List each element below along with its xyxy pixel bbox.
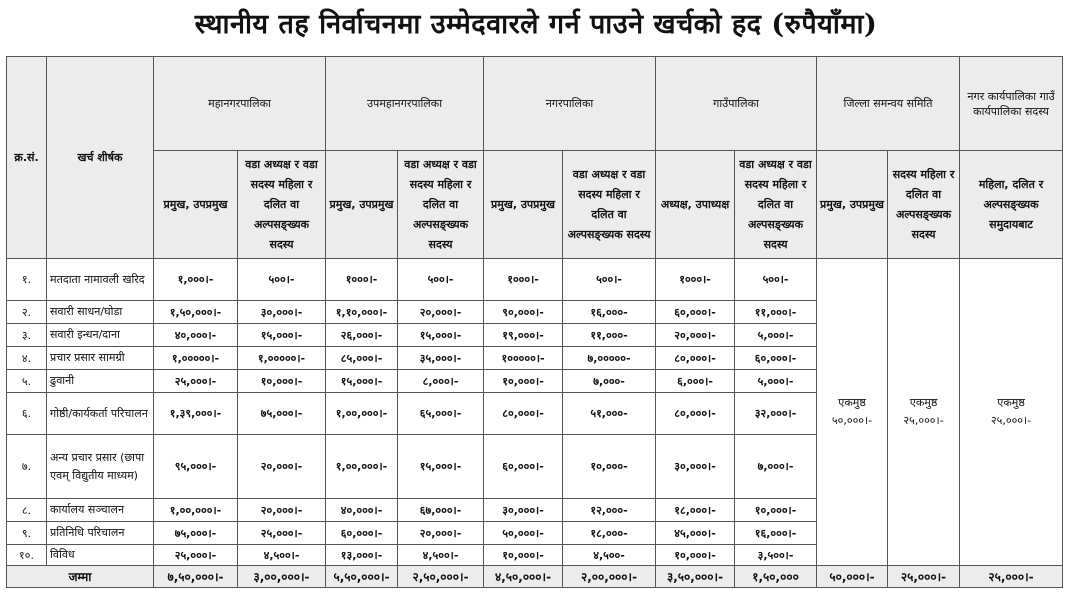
total-value: १,५०,००० (735, 566, 817, 588)
cell-value: २०,०००।- (656, 324, 735, 347)
row-sn: १०. (7, 545, 47, 566)
cell-value: १०,०००।- (238, 370, 326, 393)
lump-value: ५०,०००।- (831, 414, 873, 427)
cell-value: १०००।- (326, 259, 398, 301)
cell-value: २५,०००।- (154, 545, 238, 566)
total-value: ५,५०,०००।- (326, 566, 398, 588)
header-sub-1: प्रमुख, उपप्रमुख (154, 151, 238, 259)
cell-value: ५००।- (563, 259, 656, 301)
lump-label: एकमुष्ठ (909, 396, 938, 409)
cell-value: १,५०,०००।- (154, 301, 238, 324)
row-item: ढुवानी (47, 370, 154, 393)
cell-value: १,००,०००।- (154, 499, 238, 522)
cell-value: ५,०००।- (735, 370, 817, 393)
cell-value: ४,५००।- (398, 545, 484, 566)
cell-value: २५,०००।- (154, 370, 238, 393)
cell-value: १०,०००।- (656, 545, 735, 566)
total-value: ३,५०,०००।- (656, 566, 735, 588)
cell-value: ४०,०००।- (154, 324, 238, 347)
cell-value: १०,०००।- (484, 545, 563, 566)
cell-value: ५१,०००- (563, 393, 656, 435)
row-sn: ५. (7, 370, 47, 393)
row-item: मतदाता नामावली खरिद (47, 259, 154, 301)
lump-label: एकमुष्ठ (838, 396, 866, 409)
table-row (7, 259, 1063, 301)
header-district-coordination: जिल्ला समन्वय समिति (817, 57, 960, 151)
cell-value: १६,०००।- (735, 522, 817, 545)
cell-value: ७,०००- (563, 370, 656, 393)
row-sn: २. (7, 301, 47, 324)
header-sn: क्र.सं. (7, 57, 47, 259)
cell-value: ६०,०००।- (484, 435, 563, 499)
page-title: स्थानीय तह निर्वाचनमा उम्मेदवारले गर्न पाउने खर्चको हद (रुपैयाँमा) (194, 9, 878, 40)
total-row (7, 566, 1063, 588)
total-value: २५,०००।- (960, 566, 1063, 588)
cell-value: १०,०००।- (735, 499, 817, 522)
cell-value: ७,०००००- (563, 347, 656, 370)
cell-value: ६७,०००।- (398, 499, 484, 522)
header-sub-4: वडा अध्यक्ष र वडा सदस्य महिला र दलित वा अल्पसङ्ख्यक सदस्य (398, 151, 484, 259)
cell-value: ५००।- (238, 259, 326, 301)
row-item: गोष्ठी/कार्यकर्ता परिचालन (47, 393, 154, 435)
row-item: सवारी साधन/घोडा (47, 301, 154, 324)
total-label: जम्मा (7, 566, 154, 588)
cell-value: ११,०००- (563, 324, 656, 347)
cell-value: २६,०००।- (326, 324, 398, 347)
row-item: विविध (47, 545, 154, 566)
cell-value: १६,०००- (563, 301, 656, 324)
cell-value: १,०००।- (154, 259, 238, 301)
cell-value: ५००।- (398, 259, 484, 301)
cell-value: ५००।- (735, 259, 817, 301)
row-sn: ८. (7, 499, 47, 522)
header-sub-6: वडा अध्यक्ष र वडा सदस्य महिला र दलित वा अल्पसङ्ख्यक सदस्य (563, 151, 656, 259)
cell-value: १३,०००।- (326, 545, 398, 566)
cell-value: ५०,०००।- (484, 522, 563, 545)
header-rural-municipality: गाउँपालिका (656, 57, 817, 151)
cell-value: ९५,०००।- (154, 435, 238, 499)
cell-value: ११,०००।- (735, 301, 817, 324)
lump-executive-member (960, 259, 1063, 566)
cell-value: १५,०००।- (238, 324, 326, 347)
cell-value: ७५,०००।- (238, 393, 326, 435)
header-sub-10: सदस्य महिला र दलित वा अल्पसङ्ख्यक सदस्य (888, 151, 960, 259)
lump-value: २५,०००।- (903, 414, 944, 427)
lump-label: एकमुष्ठ (997, 396, 1025, 409)
header-row-sub (7, 151, 1063, 259)
cell-value: १५,०००।- (326, 370, 398, 393)
row-sn: ६. (7, 393, 47, 435)
cell-value: २०,०००।- (238, 435, 326, 499)
cell-value: ९०,०००।- (484, 301, 563, 324)
header-municipality: नगरपालिका (484, 57, 656, 151)
cell-value: ६,०००।- (656, 370, 735, 393)
total-value: ५०,०००।- (817, 566, 888, 588)
cell-value: १०००।- (656, 259, 735, 301)
cell-value: २०,०००।- (238, 499, 326, 522)
row-item: सवारी इन्धन/दाना (47, 324, 154, 347)
cell-value: ८०,०००।- (656, 393, 735, 435)
cell-value: ८०,०००।- (484, 393, 563, 435)
cell-value: ३२,०००।- (735, 393, 817, 435)
row-item: प्रतिनिधि परिचालन (47, 522, 154, 545)
header-sub-metropolitan: उपमहानगरपालिका (326, 57, 484, 151)
cell-value: ६०,०००।- (656, 301, 735, 324)
cell-value: ४,५००।- (238, 545, 326, 566)
header-sub-9: प्रमुख, उपप्रमुख (817, 151, 888, 259)
cell-value: ८,०००।- (398, 370, 484, 393)
header-sub-7: अध्यक्ष, उपाध्यक्ष (656, 151, 735, 259)
total-value: २५,०००।- (888, 566, 960, 588)
cell-value: ६०,०००।- (326, 522, 398, 545)
header-metropolitan: महानगरपालिका (154, 57, 326, 151)
lump-district (817, 259, 888, 566)
header-sub-2: वडा अध्यक्ष र वडा सदस्य महिला र दलित वा अल्पसङ्ख्यक सदस्य (238, 151, 326, 259)
cell-value: २०,०००।- (398, 522, 484, 545)
row-item: अन्य प्रचार प्रसार (छापा एवम् विद्युतीय माध्यम) (47, 435, 154, 499)
total-value: ४,५०,०००।- (484, 566, 563, 588)
cell-value: १९,०००।- (484, 324, 563, 347)
cell-value: ६५,०००।- (398, 393, 484, 435)
cell-value: १,०००००।- (154, 347, 238, 370)
cell-value: ३०,०००।- (484, 499, 563, 522)
header-executive-member: नगर कार्यपालिका गाउँ कार्यपालिका सदस्य (960, 57, 1063, 151)
cell-value: २५,०००।- (238, 522, 326, 545)
total-value: २,००,०००।- (563, 566, 656, 588)
cell-value: ६०,०००।- (735, 347, 817, 370)
header-expense-head: खर्च शीर्षक (47, 57, 154, 259)
cell-value: १०००००।- (484, 347, 563, 370)
cell-value: ३,५००।- (735, 545, 817, 566)
total-value: ७,५०,०००।- (154, 566, 238, 588)
cell-value: ४०,०००।- (326, 499, 398, 522)
row-sn: ९. (7, 522, 47, 545)
cell-value: ७,०००।- (735, 435, 817, 499)
lump-district-member (888, 259, 960, 566)
cell-value: २०,०००।- (398, 301, 484, 324)
row-sn: ७. (7, 435, 47, 499)
row-item: प्रचार प्रसार सामग्री (47, 347, 154, 370)
header-sub-8: वडा अध्यक्ष र वडा सदस्य महिला र दलित वा अल्पसङ्ख्यक सदस्य (735, 151, 817, 259)
cell-value: ८५,०००।- (326, 347, 398, 370)
cell-value: ४,५००- (563, 545, 656, 566)
cell-value: १,३९,०००।- (154, 393, 238, 435)
cell-value: १,१०,०००।- (326, 301, 398, 324)
cell-value: ४५,०००।- (656, 522, 735, 545)
cell-value: ३५,०००।- (398, 347, 484, 370)
header-sub-3: प्रमुख, उपप्रमुख (326, 151, 398, 259)
cell-value: १२,०००- (563, 499, 656, 522)
row-sn: १. (7, 259, 47, 301)
cell-value: १,००,०००।- (326, 435, 398, 499)
header-sub-11: महिला, दलित र अल्पसङ्ख्यक समुदायबाट (960, 151, 1063, 259)
cell-value: १०,०००- (563, 435, 656, 499)
row-item: कार्यालय सञ्चालन (47, 499, 154, 522)
cell-value: ८०,०००।- (656, 347, 735, 370)
cell-value: १,००,०००।- (326, 393, 398, 435)
cell-value: ५,०००।- (735, 324, 817, 347)
row-sn: ४. (7, 347, 47, 370)
cell-value: ३०,०००।- (656, 435, 735, 499)
cell-value: १५,०००।- (398, 324, 484, 347)
cell-value: १५,०००।- (398, 435, 484, 499)
cell-value: ७५,०००।- (154, 522, 238, 545)
cell-value: १८,०००- (563, 522, 656, 545)
cell-value: १०,०००।- (484, 370, 563, 393)
cell-value: १८,०००।- (656, 499, 735, 522)
header-sub-5: प्रमुख, उपप्रमुख (484, 151, 563, 259)
cell-value: १,०००००।- (238, 347, 326, 370)
header-row-groups (7, 57, 1063, 151)
expense-limit-table (6, 56, 1063, 588)
total-value: ३,००,०००।- (238, 566, 326, 588)
cell-value: ३०,०००।- (238, 301, 326, 324)
row-sn: ३. (7, 324, 47, 347)
total-value: २,५०,०००।- (398, 566, 484, 588)
lump-value: २५,०००।- (990, 414, 1032, 427)
cell-value: १०००।- (484, 259, 563, 301)
